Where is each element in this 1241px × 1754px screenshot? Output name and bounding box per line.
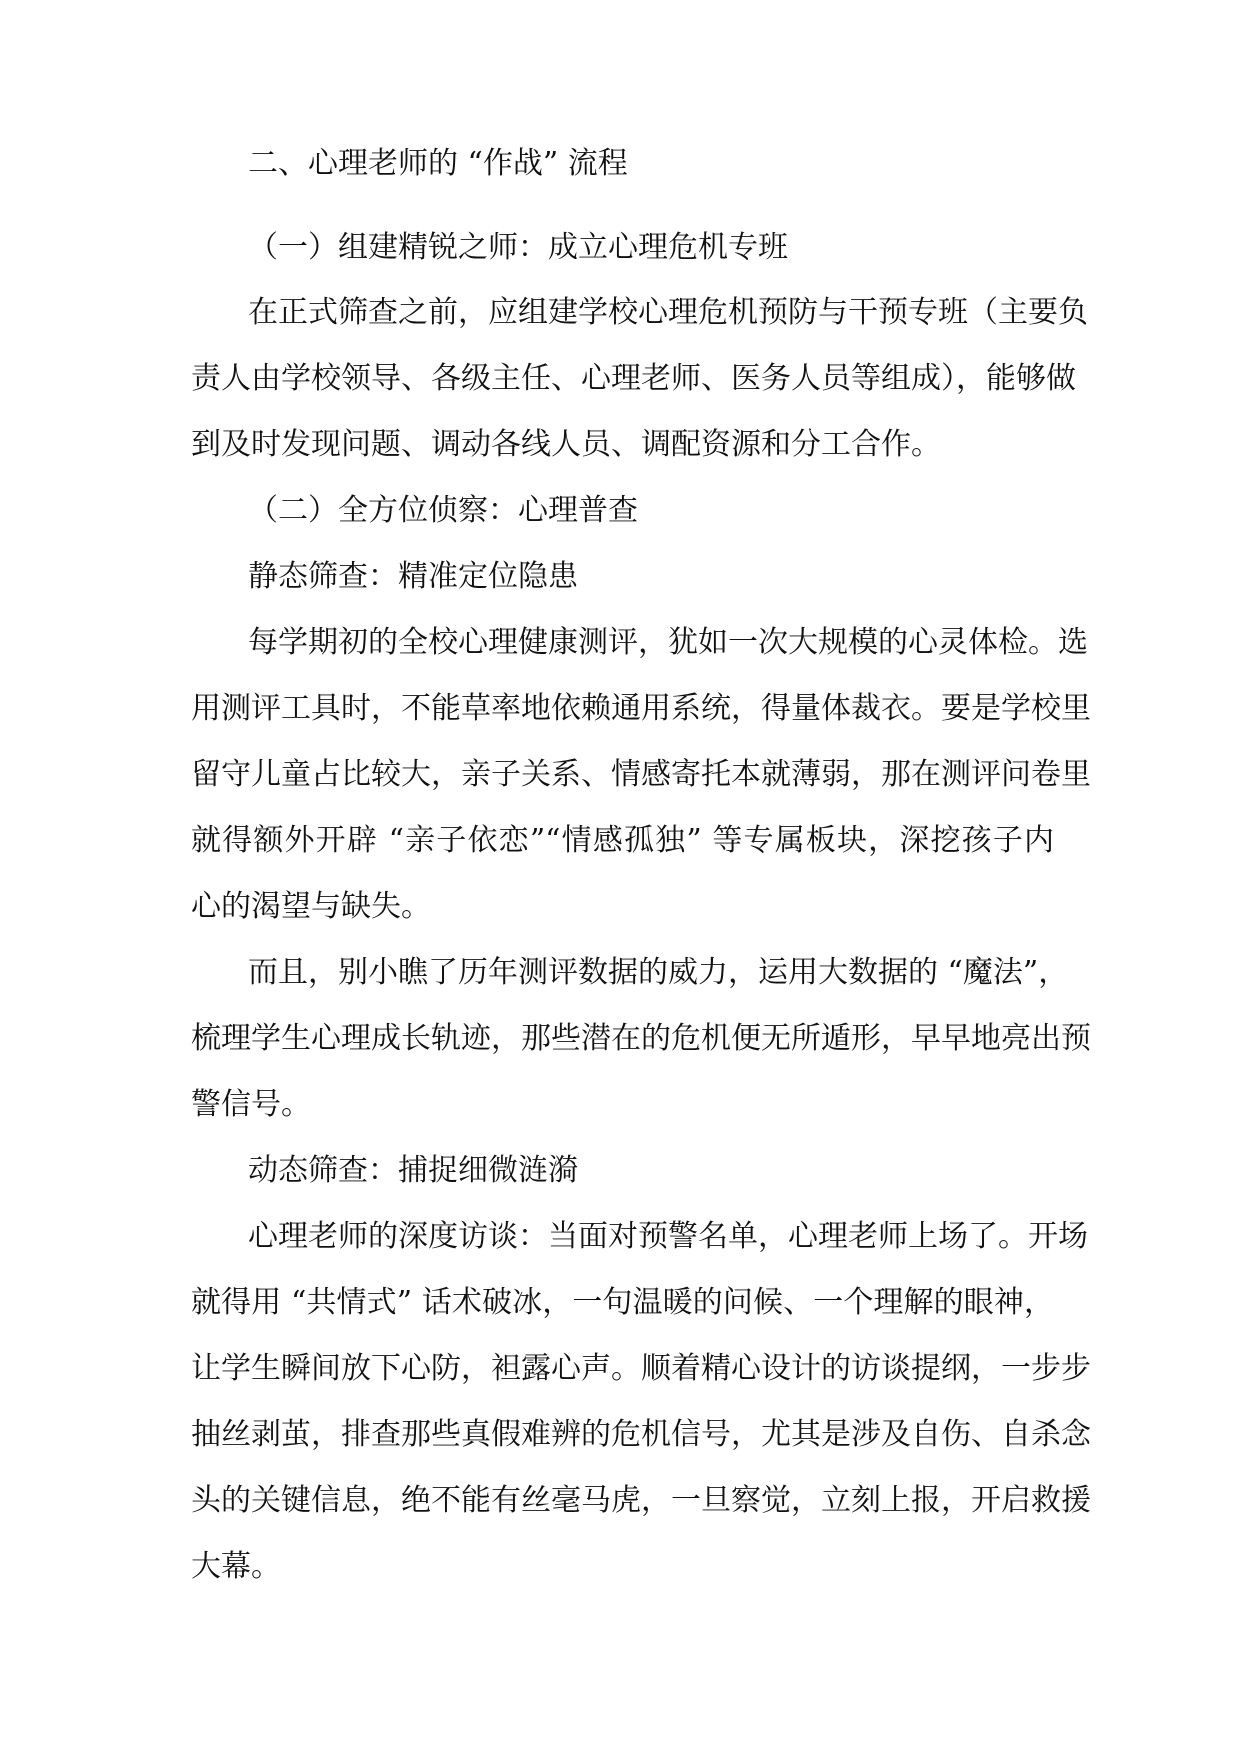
dynamic-screening-heading: 动态筛查：捕捉细微涟漪 [248, 1153, 578, 1188]
paragraph-line: 就得用 “共情式” 话术破冰，一句温暖的问候、一个理解的眼神， [191, 1285, 1054, 1320]
paragraph-line: 心理老师的深度访谈：当面对预警名单，心理老师上场了。开场 [248, 1219, 1088, 1254]
paragraph-line: 留守儿童占比较大，亲子关系、情感寄托本就薄弱，那在测评问卷里 [191, 757, 1091, 792]
paragraph-line: 用测评工具时，不能草率地依赖通用系统，得量体裁衣。要是学校里 [191, 691, 1091, 726]
section-title: 二、心理老师的 “作战” 流程 [248, 146, 628, 181]
paragraph-line: 大幕。 [191, 1549, 281, 1584]
paragraph-line: 就得额外开辟 “亲子依恋”“情感孤独” 等专属板块，深挖孩子内 [191, 823, 1054, 858]
subsection-1-heading: （一）组建精锐之师：成立心理危机专班 [248, 230, 788, 265]
paragraph-line: 责人由学校领导、各级主任、心理老师、医务人员等组成），能够做 [191, 361, 1076, 396]
paragraph-line: 警信号。 [191, 1087, 311, 1122]
paragraph-line: 抽丝剥茧，排查那些真假难辨的危机信号，尤其是涉及自伤、自杀念 [191, 1417, 1091, 1452]
paragraph-line: 心的渴望与缺失。 [191, 889, 431, 924]
paragraph-line: 让学生瞬间放下心防，袒露心声。顺着精心设计的访谈提纲，一步步 [191, 1351, 1091, 1386]
paragraph-line: 在正式筛查之前，应组建学校心理危机预防与干预专班（主要负 [248, 295, 1088, 330]
paragraph-line: 而且，别小瞧了历年测评数据的威力，运用大数据的 “魔法”， [248, 955, 1069, 990]
subsection-2-heading: （二）全方位侦察：心理普查 [248, 493, 638, 528]
paragraph-line: 到及时发现问题、调动各线人员、调配资源和分工合作。 [191, 427, 941, 462]
paragraph-line: 头的关键信息，绝不能有丝毫马虎，一旦察觉，立刻上报，开启救援 [191, 1483, 1091, 1518]
static-screening-heading: 静态筛查：精准定位隐患 [248, 559, 578, 594]
paragraph-line: 梳理学生心理成长轨迹，那些潜在的危机便无所遁形，早早地亮出预 [191, 1021, 1091, 1056]
paragraph-line: 每学期初的全校心理健康测评，犹如一次大规模的心灵体检。选 [248, 625, 1088, 660]
